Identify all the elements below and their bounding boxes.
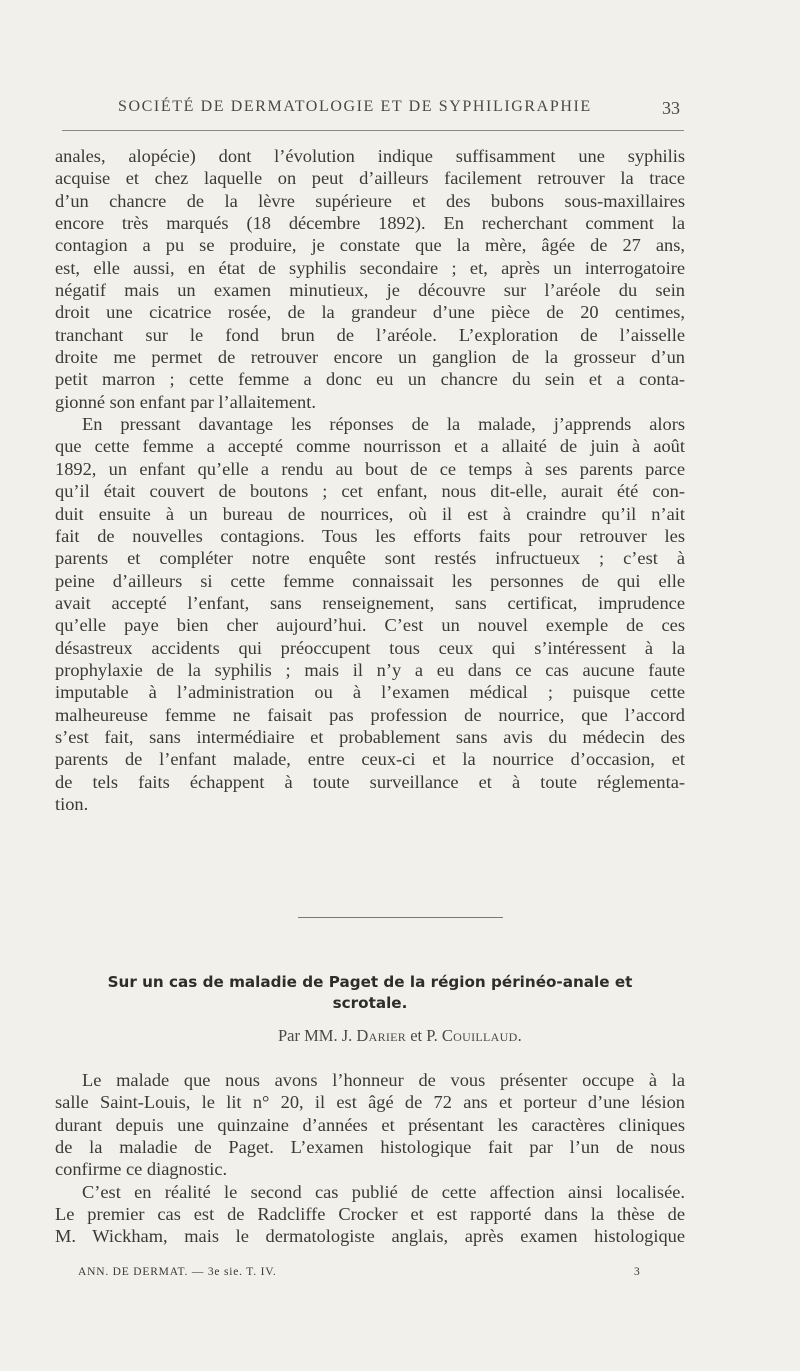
text-line: droite me permet de retrouver encore un ganglion de la grosseur d’un: [55, 347, 685, 368]
text-line: Le premier cas est de Radcliffe Crocker et est rapporté dans la thèse de: [55, 1204, 685, 1225]
article-authors: [0, 1026, 800, 1046]
text-line: durant depuis une quinzaine d’années et présentant les caractères cliniques: [55, 1114, 685, 1135]
section-divider: [298, 917, 503, 918]
text-line: désastreux accidents qui préoccupent tous ceux qui s’intéressent à la: [55, 637, 685, 658]
running-head: [0, 98, 800, 122]
authors-prefix: Par MM. J.: [278, 1026, 353, 1045]
author-name: Couillaud.: [441, 1026, 522, 1045]
text-line: 1892, un enfant qu’elle a rendu au bout de ce temps à ses parents parce: [55, 458, 685, 479]
text-line: tion.: [55, 793, 89, 814]
article-title: [55, 972, 685, 1014]
text-line: que cette femme a accepté comme nourrisson et a allaité de juin à août: [55, 436, 685, 457]
text-line: négatif mais un examen minutieux, je découvre sur l’aréole du sein: [55, 280, 685, 301]
text-line: qu’il était couvert de boutons ; cet enfant, nous dit-elle, aurait été con-: [55, 481, 685, 502]
continued-text-block: [55, 145, 685, 815]
running-title: SOCIÉTÉ DE DERMATOLOGIE ET DE SYPHILIGRAPHIE: [118, 98, 592, 115]
footer-signature: ANN. DE DERMAT. — 3e sie. T. IV.: [78, 1266, 277, 1278]
sheet-number: 3: [634, 1266, 641, 1278]
text-line: imputable à l’administration ou à l’examen médical ; puisque cette: [55, 682, 685, 703]
text-line: malheureuse femme ne faisait pas profession de nourrice, que l’accord: [55, 704, 685, 725]
text-line: C’est en réalité le second cas publié de cette affection ainsi localisée.: [82, 1181, 685, 1202]
text-line: droit une cicatrice rosée, de la grandeur d’une pièce de 20 centimes,: [55, 302, 685, 323]
text-line: est, elle aussi, en état de syphilis secondaire ; et, après un interrogatoire: [55, 257, 685, 278]
text-line: duit ensuite à un bureau de nourrices, où il est à craindre qu’il n’ait: [55, 503, 685, 524]
text-line: acquise et chez laquelle on peut d’ailleurs facilement retrouver la trace: [55, 168, 685, 189]
text-line: avait accepté l’enfant, sans renseignement, sans certificat, imprudence: [55, 592, 685, 613]
text-line: fait de nouvelles contagions. Tous les efforts faits pour retrouver les: [55, 525, 685, 546]
article-title-line: scrotale.: [332, 994, 408, 1012]
text-line: M. Wickham, mais le dermatologiste anglais, après examen histologique: [55, 1226, 685, 1247]
text-line: prophylaxie de la syphilis ; mais il n’y a eu dans ce cas aucune faute: [55, 659, 685, 680]
header-rule: [62, 130, 684, 131]
text-line: Le malade que nous avons l’honneur de vous présenter occupe à la: [82, 1070, 685, 1090]
text-line: s’est fait, sans intermédiaire et probablement sans avis du médecin des: [55, 726, 685, 747]
text-line: qu’elle paye bien cher aujourd’hui. C’est un nouvel exemple de ces: [55, 615, 685, 636]
text-line: gionné son enfant par l’allaitement.: [55, 391, 316, 412]
text-line: confirme ce diagnostic.: [55, 1159, 228, 1180]
text-line: de tels faits échappent à toute surveillance et à toute réglementa-: [55, 771, 685, 792]
text-line: salle Saint-Louis, le lit n° 20, il est âgé de 72 ans et porteur d’une lésion: [55, 1092, 685, 1113]
text-line: parents de l’enfant malade, entre ceux-ci et la nourrice d’occasion, et: [55, 749, 685, 770]
text-line: tranchant sur le fond brun de l’aréole. L’exploration de l’aisselle: [55, 324, 685, 345]
text-line: de la maladie de Paget. L’examen histologique fait par l’un de nous: [55, 1137, 685, 1158]
page-footer: [0, 1266, 800, 1286]
text-line: d’un chancre de la lèvre supérieure et des bubons sous-maxillaires: [55, 190, 685, 211]
text-line: peine d’ailleurs si cette femme connaissait les personnes de qui elle: [55, 570, 685, 591]
text-line: parents et compléter notre enquête sont restés infructueux ; c’est à: [55, 548, 685, 569]
text-line: En pressant davantage les réponses de la malade, j’apprends alors: [82, 414, 685, 435]
authors-conjunction: et P.: [410, 1026, 438, 1045]
page-number: 33: [662, 98, 680, 118]
text-line: petit marron ; cette femme a donc eu un chancre du sein et a conta-: [55, 369, 685, 390]
author-name: Darier: [356, 1026, 407, 1045]
text-line: anales, alopécie) dont l’évolution indique suffisamment une syphilis: [55, 146, 685, 166]
article-text-block: [55, 1069, 685, 1248]
article-title-line: Sur un cas de maladie de Paget de la région périnéo-anale et: [107, 973, 633, 991]
text-line: encore très marqués (18 décembre 1892). En recherchant comment la: [55, 213, 685, 234]
text-line: contagion a pu se produire, je constate que la mère, âgée de 27 ans,: [55, 235, 685, 256]
